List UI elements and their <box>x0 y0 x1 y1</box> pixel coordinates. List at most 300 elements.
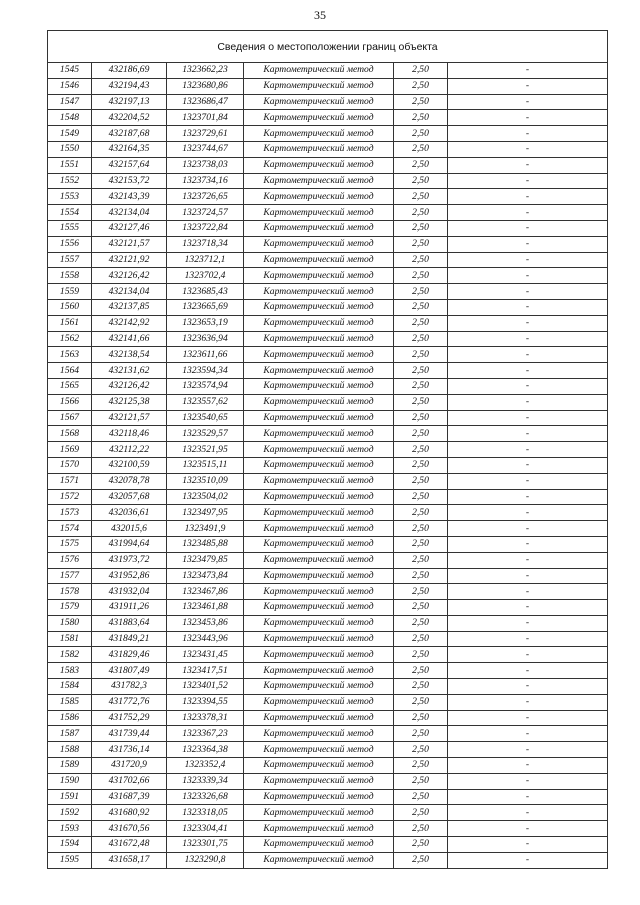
y-coordinate-cell: 1323738,03 <box>167 157 244 173</box>
table-row <box>48 758 608 774</box>
x-coordinate-cell: 432121,57 <box>92 410 167 426</box>
table-row <box>48 457 608 473</box>
point-number-cell: 1593 <box>48 821 92 837</box>
accuracy-cell: 2,50 <box>394 584 448 600</box>
description-cell: - <box>448 710 608 726</box>
method-cell: Картометрический метод <box>244 126 394 142</box>
description-cell: - <box>448 584 608 600</box>
x-coordinate-cell: 432121,57 <box>92 236 167 252</box>
description-cell: - <box>448 363 608 379</box>
x-coordinate-cell: 431883,64 <box>92 615 167 631</box>
accuracy-cell: 2,50 <box>394 284 448 300</box>
y-coordinate-cell: 1323504,02 <box>167 489 244 505</box>
point-number-cell: 1562 <box>48 331 92 347</box>
x-coordinate-cell: 431680,92 <box>92 805 167 821</box>
method-cell: Картометрический метод <box>244 284 394 300</box>
x-coordinate-cell: 432164,35 <box>92 141 167 157</box>
method-cell: Картометрический метод <box>244 647 394 663</box>
accuracy-cell: 2,50 <box>394 789 448 805</box>
description-cell: - <box>448 442 608 458</box>
method-cell: Картометрический метод <box>244 78 394 94</box>
description-cell: - <box>448 789 608 805</box>
point-number-cell: 1558 <box>48 268 92 284</box>
table-row <box>48 205 608 221</box>
x-coordinate-cell: 431782,3 <box>92 679 167 695</box>
x-coordinate-cell: 432153,72 <box>92 173 167 189</box>
method-cell: Картометрический метод <box>244 63 394 79</box>
accuracy-cell: 2,50 <box>394 852 448 868</box>
point-number-cell: 1561 <box>48 315 92 331</box>
method-cell: Картометрический метод <box>244 189 394 205</box>
table-row <box>48 852 608 868</box>
description-cell: - <box>448 615 608 631</box>
accuracy-cell: 2,50 <box>394 600 448 616</box>
y-coordinate-cell: 1323665,69 <box>167 299 244 315</box>
x-coordinate-cell: 432118,46 <box>92 426 167 442</box>
method-cell: Картометрический метод <box>244 568 394 584</box>
description-cell: - <box>448 220 608 236</box>
accuracy-cell: 2,50 <box>394 236 448 252</box>
point-number-cell: 1556 <box>48 236 92 252</box>
method-cell: Картометрический метод <box>244 773 394 789</box>
description-cell: - <box>448 821 608 837</box>
x-coordinate-cell: 432142,92 <box>92 315 167 331</box>
point-number-cell: 1586 <box>48 710 92 726</box>
description-cell: - <box>448 726 608 742</box>
accuracy-cell: 2,50 <box>394 647 448 663</box>
table-row <box>48 189 608 205</box>
y-coordinate-cell: 1323364,38 <box>167 742 244 758</box>
table-row <box>48 584 608 600</box>
x-coordinate-cell: 431932,04 <box>92 584 167 600</box>
y-coordinate-cell: 1323722,84 <box>167 220 244 236</box>
point-number-cell: 1565 <box>48 378 92 394</box>
x-coordinate-cell: 432141,66 <box>92 331 167 347</box>
accuracy-cell: 2,50 <box>394 536 448 552</box>
table-row <box>48 789 608 805</box>
table-row <box>48 442 608 458</box>
y-coordinate-cell: 1323290,8 <box>167 852 244 868</box>
point-number-cell: 1577 <box>48 568 92 584</box>
method-cell: Картометрический метод <box>244 252 394 268</box>
description-cell: - <box>448 110 608 126</box>
y-coordinate-cell: 1323594,34 <box>167 363 244 379</box>
accuracy-cell: 2,50 <box>394 157 448 173</box>
table-row <box>48 299 608 315</box>
method-cell: Картометрический метод <box>244 505 394 521</box>
x-coordinate-cell: 431720,9 <box>92 758 167 774</box>
accuracy-cell: 2,50 <box>394 268 448 284</box>
point-number-cell: 1594 <box>48 837 92 853</box>
point-number-cell: 1555 <box>48 220 92 236</box>
point-number-cell: 1567 <box>48 410 92 426</box>
table-row <box>48 505 608 521</box>
y-coordinate-cell: 1323726,65 <box>167 189 244 205</box>
x-coordinate-cell: 431702,66 <box>92 773 167 789</box>
y-coordinate-cell: 1323443,96 <box>167 631 244 647</box>
description-cell: - <box>448 552 608 568</box>
method-cell: Картометрический метод <box>244 457 394 473</box>
point-number-cell: 1591 <box>48 789 92 805</box>
accuracy-cell: 2,50 <box>394 489 448 505</box>
y-coordinate-cell: 1323557,62 <box>167 394 244 410</box>
x-coordinate-cell: 431994,64 <box>92 536 167 552</box>
y-coordinate-cell: 1323712,1 <box>167 252 244 268</box>
x-coordinate-cell: 432143,39 <box>92 189 167 205</box>
y-coordinate-cell: 1323497,95 <box>167 505 244 521</box>
method-cell: Картометрический метод <box>244 584 394 600</box>
description-cell: - <box>448 331 608 347</box>
accuracy-cell: 2,50 <box>394 299 448 315</box>
table-row <box>48 236 608 252</box>
method-cell: Картометрический метод <box>244 331 394 347</box>
table-row <box>48 63 608 79</box>
x-coordinate-cell: 431849,21 <box>92 631 167 647</box>
table-row <box>48 521 608 537</box>
accuracy-cell: 2,50 <box>394 457 448 473</box>
accuracy-cell: 2,50 <box>394 773 448 789</box>
point-number-cell: 1574 <box>48 521 92 537</box>
method-cell: Картометрический метод <box>244 726 394 742</box>
description-cell: - <box>448 410 608 426</box>
y-coordinate-cell: 1323301,75 <box>167 837 244 853</box>
y-coordinate-cell: 1323574,94 <box>167 378 244 394</box>
description-cell: - <box>448 157 608 173</box>
y-coordinate-cell: 1323540,65 <box>167 410 244 426</box>
point-number-cell: 1549 <box>48 126 92 142</box>
point-number-cell: 1550 <box>48 141 92 157</box>
table-row <box>48 679 608 695</box>
description-cell: - <box>448 252 608 268</box>
accuracy-cell: 2,50 <box>394 726 448 742</box>
y-coordinate-cell: 1323662,23 <box>167 63 244 79</box>
point-number-cell: 1581 <box>48 631 92 647</box>
x-coordinate-cell: 432197,13 <box>92 94 167 110</box>
x-coordinate-cell: 432126,42 <box>92 268 167 284</box>
table-row <box>48 363 608 379</box>
description-cell: - <box>448 663 608 679</box>
table-row <box>48 631 608 647</box>
x-coordinate-cell: 432078,78 <box>92 473 167 489</box>
point-number-cell: 1557 <box>48 252 92 268</box>
description-cell: - <box>448 473 608 489</box>
point-number-cell: 1571 <box>48 473 92 489</box>
point-number-cell: 1554 <box>48 205 92 221</box>
description-cell: - <box>448 568 608 584</box>
y-coordinate-cell: 1323702,4 <box>167 268 244 284</box>
y-coordinate-cell: 1323521,95 <box>167 442 244 458</box>
accuracy-cell: 2,50 <box>394 63 448 79</box>
y-coordinate-cell: 1323611,66 <box>167 347 244 363</box>
point-number-cell: 1552 <box>48 173 92 189</box>
method-cell: Картометрический метод <box>244 710 394 726</box>
page-number: 35 <box>314 8 326 22</box>
method-cell: Картометрический метод <box>244 94 394 110</box>
accuracy-cell: 2,50 <box>394 378 448 394</box>
description-cell: - <box>448 489 608 505</box>
point-number-cell: 1563 <box>48 347 92 363</box>
method-cell: Картометрический метод <box>244 489 394 505</box>
y-coordinate-cell: 1323473,84 <box>167 568 244 584</box>
description-cell: - <box>448 63 608 79</box>
table-row <box>48 141 608 157</box>
method-cell: Картометрический метод <box>244 268 394 284</box>
table-row <box>48 647 608 663</box>
point-number-cell: 1551 <box>48 157 92 173</box>
method-cell: Картометрический метод <box>244 347 394 363</box>
y-coordinate-cell: 1323378,31 <box>167 710 244 726</box>
y-coordinate-cell: 1323686,47 <box>167 94 244 110</box>
point-number-cell: 1590 <box>48 773 92 789</box>
description-cell: - <box>448 679 608 695</box>
description-cell: - <box>448 205 608 221</box>
y-coordinate-cell: 1323515,11 <box>167 457 244 473</box>
y-coordinate-cell: 1323367,23 <box>167 726 244 742</box>
accuracy-cell: 2,50 <box>394 442 448 458</box>
x-coordinate-cell: 432186,69 <box>92 63 167 79</box>
method-cell: Картометрический метод <box>244 615 394 631</box>
table-row <box>48 726 608 742</box>
method-cell: Картометрический метод <box>244 173 394 189</box>
y-coordinate-cell: 1323326,68 <box>167 789 244 805</box>
y-coordinate-cell: 1323744,67 <box>167 141 244 157</box>
description-cell: - <box>448 268 608 284</box>
accuracy-cell: 2,50 <box>394 521 448 537</box>
point-number-cell: 1572 <box>48 489 92 505</box>
accuracy-cell: 2,50 <box>394 568 448 584</box>
accuracy-cell: 2,50 <box>394 426 448 442</box>
accuracy-cell: 2,50 <box>394 615 448 631</box>
x-coordinate-cell: 432015,6 <box>92 521 167 537</box>
method-cell: Картометрический метод <box>244 742 394 758</box>
point-number-cell: 1589 <box>48 758 92 774</box>
point-number-cell: 1578 <box>48 584 92 600</box>
x-coordinate-cell: 431772,76 <box>92 694 167 710</box>
x-coordinate-cell: 432204,52 <box>92 110 167 126</box>
point-number-cell: 1547 <box>48 94 92 110</box>
table-row <box>48 394 608 410</box>
description-cell: - <box>448 805 608 821</box>
x-coordinate-cell: 432131,62 <box>92 363 167 379</box>
method-cell: Картометрический метод <box>244 852 394 868</box>
x-coordinate-cell: 431829,46 <box>92 647 167 663</box>
point-number-cell: 1570 <box>48 457 92 473</box>
method-cell: Картометрический метод <box>244 600 394 616</box>
y-coordinate-cell: 1323352,4 <box>167 758 244 774</box>
point-number-cell: 1576 <box>48 552 92 568</box>
point-number-cell: 1566 <box>48 394 92 410</box>
description-cell: - <box>448 94 608 110</box>
y-coordinate-cell: 1323724,57 <box>167 205 244 221</box>
accuracy-cell: 2,50 <box>394 710 448 726</box>
point-number-cell: 1546 <box>48 78 92 94</box>
x-coordinate-cell: 431672,48 <box>92 837 167 853</box>
x-coordinate-cell: 431752,29 <box>92 710 167 726</box>
y-coordinate-cell: 1323304,41 <box>167 821 244 837</box>
x-coordinate-cell: 432187,68 <box>92 126 167 142</box>
accuracy-cell: 2,50 <box>394 552 448 568</box>
description-cell: - <box>448 378 608 394</box>
table-row <box>48 600 608 616</box>
accuracy-cell: 2,50 <box>394 410 448 426</box>
point-number-cell: 1583 <box>48 663 92 679</box>
method-cell: Картометрический метод <box>244 394 394 410</box>
point-number-cell: 1569 <box>48 442 92 458</box>
table-row <box>48 268 608 284</box>
description-cell: - <box>448 852 608 868</box>
method-cell: Картометрический метод <box>244 220 394 236</box>
method-cell: Картометрический метод <box>244 141 394 157</box>
point-number-cell: 1553 <box>48 189 92 205</box>
table-row <box>48 252 608 268</box>
table-row <box>48 410 608 426</box>
accuracy-cell: 2,50 <box>394 758 448 774</box>
accuracy-cell: 2,50 <box>394 315 448 331</box>
boundary-coordinates-table <box>47 30 608 869</box>
description-cell: - <box>448 457 608 473</box>
method-cell: Картометрический метод <box>244 363 394 379</box>
accuracy-cell: 2,50 <box>394 631 448 647</box>
x-coordinate-cell: 431736,14 <box>92 742 167 758</box>
method-cell: Картометрический метод <box>244 442 394 458</box>
description-cell: - <box>448 773 608 789</box>
y-coordinate-cell: 1323401,52 <box>167 679 244 695</box>
point-number-cell: 1580 <box>48 615 92 631</box>
y-coordinate-cell: 1323680,86 <box>167 78 244 94</box>
method-cell: Картометрический метод <box>244 631 394 647</box>
accuracy-cell: 2,50 <box>394 679 448 695</box>
description-cell: - <box>448 315 608 331</box>
y-coordinate-cell: 1323318,05 <box>167 805 244 821</box>
description-cell: - <box>448 347 608 363</box>
y-coordinate-cell: 1323485,88 <box>167 536 244 552</box>
description-cell: - <box>448 236 608 252</box>
accuracy-cell: 2,50 <box>394 394 448 410</box>
y-coordinate-cell: 1323510,09 <box>167 473 244 489</box>
table-row <box>48 710 608 726</box>
y-coordinate-cell: 1323685,43 <box>167 284 244 300</box>
x-coordinate-cell: 432127,46 <box>92 220 167 236</box>
table-row <box>48 331 608 347</box>
method-cell: Картометрический метод <box>244 426 394 442</box>
accuracy-cell: 2,50 <box>394 126 448 142</box>
method-cell: Картометрический метод <box>244 679 394 695</box>
description-cell: - <box>448 394 608 410</box>
point-number-cell: 1548 <box>48 110 92 126</box>
y-coordinate-cell: 1323431,45 <box>167 647 244 663</box>
accuracy-cell: 2,50 <box>394 252 448 268</box>
point-number-cell: 1587 <box>48 726 92 742</box>
x-coordinate-cell: 432057,68 <box>92 489 167 505</box>
table-row <box>48 773 608 789</box>
point-number-cell: 1582 <box>48 647 92 663</box>
point-number-cell: 1564 <box>48 363 92 379</box>
method-cell: Картометрический метод <box>244 410 394 426</box>
x-coordinate-cell: 431911,26 <box>92 600 167 616</box>
method-cell: Картометрический метод <box>244 821 394 837</box>
table-row <box>48 742 608 758</box>
y-coordinate-cell: 1323729,61 <box>167 126 244 142</box>
point-number-cell: 1575 <box>48 536 92 552</box>
description-cell: - <box>448 426 608 442</box>
description-cell: - <box>448 758 608 774</box>
point-number-cell: 1584 <box>48 679 92 695</box>
table-row <box>48 78 608 94</box>
table-row <box>48 126 608 142</box>
table-row <box>48 94 608 110</box>
description-cell: - <box>448 647 608 663</box>
y-coordinate-cell: 1323529,57 <box>167 426 244 442</box>
y-coordinate-cell: 1323479,85 <box>167 552 244 568</box>
table-row <box>48 378 608 394</box>
accuracy-cell: 2,50 <box>394 205 448 221</box>
method-cell: Картометрический метод <box>244 694 394 710</box>
accuracy-cell: 2,50 <box>394 347 448 363</box>
accuracy-cell: 2,50 <box>394 473 448 489</box>
accuracy-cell: 2,50 <box>394 663 448 679</box>
method-cell: Картометрический метод <box>244 378 394 394</box>
description-cell: - <box>448 631 608 647</box>
accuracy-cell: 2,50 <box>394 220 448 236</box>
description-cell: - <box>448 299 608 315</box>
y-coordinate-cell: 1323734,16 <box>167 173 244 189</box>
accuracy-cell: 2,50 <box>394 505 448 521</box>
y-coordinate-cell: 1323718,34 <box>167 236 244 252</box>
x-coordinate-cell: 432157,64 <box>92 157 167 173</box>
method-cell: Картометрический метод <box>244 758 394 774</box>
accuracy-cell: 2,50 <box>394 363 448 379</box>
description-cell: - <box>448 505 608 521</box>
table-row <box>48 315 608 331</box>
point-number-cell: 1579 <box>48 600 92 616</box>
table-title: Сведения о местоположении границ объекта <box>48 31 608 63</box>
description-cell: - <box>448 173 608 189</box>
table-row <box>48 173 608 189</box>
accuracy-cell: 2,50 <box>394 141 448 157</box>
method-cell: Картометрический метод <box>244 536 394 552</box>
description-cell: - <box>448 189 608 205</box>
table-row <box>48 284 608 300</box>
method-cell: Картометрический метод <box>244 315 394 331</box>
method-cell: Картометрический метод <box>244 789 394 805</box>
description-cell: - <box>448 78 608 94</box>
table-row <box>48 663 608 679</box>
table-row <box>48 837 608 853</box>
point-number-cell: 1545 <box>48 63 92 79</box>
point-number-cell: 1560 <box>48 299 92 315</box>
method-cell: Картометрический метод <box>244 521 394 537</box>
point-number-cell: 1588 <box>48 742 92 758</box>
description-cell: - <box>448 521 608 537</box>
accuracy-cell: 2,50 <box>394 173 448 189</box>
table-row <box>48 473 608 489</box>
y-coordinate-cell: 1323701,84 <box>167 110 244 126</box>
point-number-cell: 1568 <box>48 426 92 442</box>
method-cell: Картометрический метод <box>244 299 394 315</box>
y-coordinate-cell: 1323636,94 <box>167 331 244 347</box>
accuracy-cell: 2,50 <box>394 94 448 110</box>
table-row <box>48 110 608 126</box>
method-cell: Картометрический метод <box>244 110 394 126</box>
point-number-cell: 1573 <box>48 505 92 521</box>
y-coordinate-cell: 1323339,34 <box>167 773 244 789</box>
y-coordinate-cell: 1323461,88 <box>167 600 244 616</box>
x-coordinate-cell: 431687,39 <box>92 789 167 805</box>
method-cell: Картометрический метод <box>244 157 394 173</box>
method-cell: Картометрический метод <box>244 837 394 853</box>
point-number-cell: 1559 <box>48 284 92 300</box>
y-coordinate-cell: 1323653,19 <box>167 315 244 331</box>
